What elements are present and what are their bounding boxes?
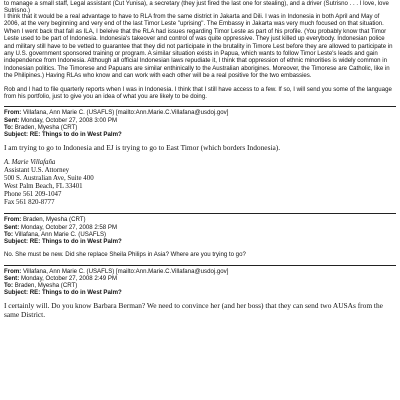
email-body-1: I am trying to go to Indonesia and EJ is trying to go to East Timor (which borders Indonesia). (4, 143, 281, 153)
from-value: Villafana, Ann Marie C. (USAFLS) [mailto:Ann.Marie.C.Villafana@usdoj.gov] (22, 109, 229, 117)
sent-label: Sent: (4, 223, 20, 231)
email-body-3: I certainly will. Do you know Barbara Berman? We need to convince her (and her boss) that they can send two AUSAs from the same District. (4, 301, 383, 320)
signature-fax: Fax 561 820-8777 (4, 199, 55, 207)
from-label: From: (4, 216, 22, 224)
from-value: Braden, Myesha (CRT) (22, 216, 86, 224)
paragraph-rla-advantage: I think that it would be a real advantage to have to RLA from the same district in Jakarta and Dili. I was in Indonesia in both April and May of 2006, at the very beginning and very end of the last Timor Leste "uprising". The Embassy in Jakarta was very much focused on that situation. When I went back that fall as ILA, I beleive that the RLA had issues regarding Timor Leste as part of his profile. (You probably know that Timor Leste used to be part of Indonesia. Indonesia's takeover and control of was quite oppressive. They just killed up everybody. Indonesian police and military still have to be vetted to guarantee that they did not participate in the brutality in Timore Lest before they are allowed to participate in any U.S. government sponsored training or program. A similar situation exists in Papua, which wants to follow Timor Leste's leads and gain independence from Indonesia. Although all official Indonesian laws repudiate it, I think that oppression of ethnic minorities is widely common in Indonesian politics. The Timorese and Papuans are similar enthinically to the Australian aborigines. Moreover, the Timorese are Catholic, like in the Philipines.) Having RLAs who know and can work with each other will be a real positive for the two embassies. (4, 13, 393, 80)
from-label: From: (4, 267, 22, 275)
subject-value: RE: Things to do in West Palm? (29, 238, 122, 246)
signature-name: A. Marie Villafaña (4, 158, 56, 166)
sent-value: Monday, October 27, 2008 3:00 PM (20, 116, 118, 124)
subject-label: Subject: (4, 131, 29, 139)
to-value: Braden, Myesha (CRT) (14, 282, 78, 290)
sent-label: Sent: (4, 274, 20, 282)
email-body-2: No. She must be new. Did she replace Sheila Philips in Asia? Where are you trying to go? (4, 251, 246, 259)
email-header-1 (4, 109, 396, 138)
sent-value: Monday, October 27, 2008 2:58 PM (20, 223, 118, 231)
email-header-2 (4, 216, 396, 245)
to-label: To: (4, 282, 14, 290)
divider (4, 213, 396, 214)
sent-label: Sent: (4, 116, 20, 124)
to-value: Braden, Myesha (CRT) (14, 123, 78, 131)
subject-label: Subject: (4, 289, 29, 297)
signature-block (4, 159, 396, 208)
email-header-3 (4, 268, 396, 297)
subject-label: Subject: (4, 238, 29, 246)
divider (4, 106, 396, 107)
sent-value: Monday, October 27, 2008 2:49 PM (20, 274, 118, 282)
signature-title: Assistant U.S. Attorney (4, 166, 70, 174)
divider (4, 265, 396, 266)
paragraph-quarterly-reports: Rob and I had to file quarterly reports when I was in Indonesia. I think that I still have access to a few. If so, I will send you some of the language from his portfolio, just to give you an idea of what you are likely to be doing. (4, 85, 392, 101)
signature-phone: Phone 561 209-1047 (4, 191, 62, 199)
from-value: Villafana, Ann Marie C. (USAFLS) [mailto:Ann.Marie.C.Villafana@usdoj.gov] (22, 267, 229, 275)
to-value: Villafana, Ann Marie C. (USAFLS) (14, 230, 107, 238)
to-label: To: (4, 123, 14, 131)
to-label: To: (4, 230, 14, 238)
subject-value: RE: Things to do in West Palm? (29, 289, 122, 297)
signature-address-1: 500 S. Australian Ave, Suite 400 (4, 175, 94, 183)
from-label: From: (4, 109, 22, 117)
cut-off-paragraph: to manage a small staff, Legal assistant (Cut Yunisa), a secretary (they just fired the last one for stealing), and a driver (Sutrisno . . . I love, love Sutrisno.) (4, 0, 389, 15)
signature-address-2: West Palm Beach, FL 33401 (4, 183, 83, 191)
subject-value: RE: Things to do in West Palm? (29, 131, 122, 139)
